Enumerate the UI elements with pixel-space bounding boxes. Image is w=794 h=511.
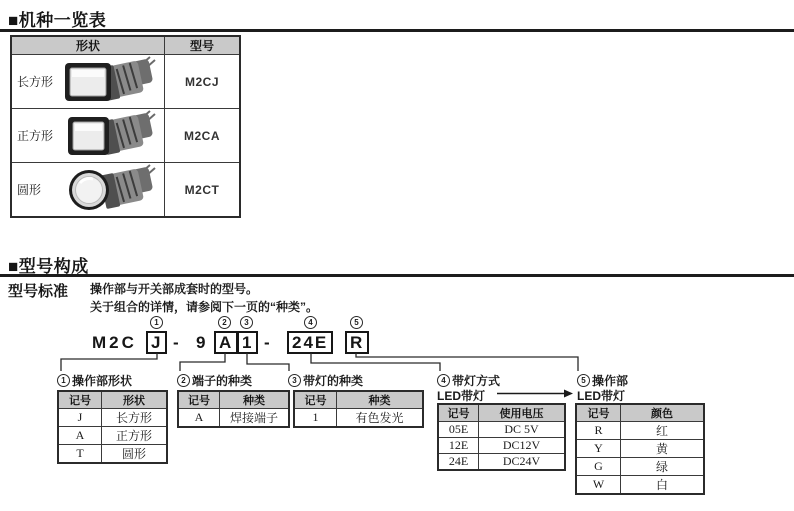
spec-table-voltage [437,403,566,471]
circled-4-icon: 4 [304,316,317,329]
col-header: 形状 [102,391,168,409]
model-code-box-voltage: 24E [287,331,333,354]
legend-2-label: 2 端子的种类 [177,372,252,389]
model-list-table [10,35,241,218]
model-code-box-color: R [345,331,369,354]
shape-label: 圆形 [17,183,42,197]
legend-3-label: 3 带灯的种类 [288,372,363,389]
col-header: 种类 [337,391,424,409]
legend-5-label: 5 操作部 [577,372,628,389]
model-number: M2CT [165,163,241,218]
table-row [11,55,240,109]
table-row: T 圆形 [58,445,167,464]
col-header-model: 型号 [165,36,241,55]
table-row: 12E DC12V [438,438,565,454]
table-row: A 正方形 [58,427,167,445]
model-code-box-terminal: A [214,331,238,354]
col-header: 种类 [220,391,290,409]
circled-3-icon: 3 [240,316,253,329]
legend-1-label: 1 操作部形状 [57,372,132,389]
col-header: 记号 [58,391,102,409]
table-row: J 长方形 [58,409,167,427]
spec-table-shape [57,390,168,464]
led-arrow-icon [497,390,573,398]
model-code-dash2: - [264,333,270,352]
model-code-prefix: M2C [92,333,137,352]
table-row: A 焊接端子 [178,409,289,428]
col-header: 记号 [576,404,621,422]
circled-1-icon: 1 [150,316,163,329]
section2-rule [0,274,794,277]
description-line2: 关于组合的详情，请参阅下一页的“种类”。 [90,300,319,314]
model-number: M2CA [165,109,241,163]
circled-4-icon: 4 [437,374,450,387]
shape-label: 正方形 [17,129,54,143]
shape-label: 长方形 [17,75,54,89]
table-header-row [11,36,240,55]
legend-5-sublabel: LED带灯 [577,389,626,403]
col-header: 记号 [294,391,337,409]
section-title-model-composition: ■型号构成 [8,257,89,276]
model-code-digit9: 9 [196,333,206,352]
table-row [11,163,240,218]
spec-table-illumination-type [293,390,424,428]
model-number: M2CJ [165,55,241,109]
rect-pushbutton-photo [63,55,163,108]
model-code-box-illum-type: 1 [237,331,258,354]
table-row: W 白 [576,476,704,495]
table-row: G 绿 [576,458,704,476]
table-row: 24E DC24V [438,454,565,471]
section-title-model-list: ■机种一览表 [8,11,107,30]
spec-table-led-color [575,403,705,495]
legend-4-label: 4 带灯方式 [437,372,500,389]
table-row: 1 有色发光 [294,409,423,428]
description-line1: 操作部与开关部成套时的型号。 [90,282,259,296]
spec-table-terminal [177,390,290,428]
table-row: Y 黄 [576,440,704,458]
model-code-dash1: - [173,333,179,352]
circled-3-icon: 3 [288,374,301,387]
table-row: R 红 [576,422,704,440]
section1-rule [0,29,794,32]
col-header: 使用电压 [479,404,566,422]
circled-2-icon: 2 [177,374,190,387]
circled-5-icon: 5 [577,374,590,387]
col-header: 颜色 [621,404,705,422]
square-pushbutton-photo [63,109,163,162]
circled-5-icon: 5 [350,316,363,329]
legend-4-sublabel: LED带灯 [437,389,486,403]
table-row [11,109,240,163]
table-row: 05E DC 5V [438,422,565,438]
col-header: 记号 [178,391,220,409]
circled-2-icon: 2 [218,316,231,329]
circled-1-icon: 1 [57,374,70,387]
col-header: 记号 [438,404,479,422]
col-header-shape: 形状 [11,36,165,55]
model-code-box-shape: J [146,331,167,354]
round-pushbutton-photo [63,163,163,216]
model-standard-label: 型号标准 [8,283,69,300]
